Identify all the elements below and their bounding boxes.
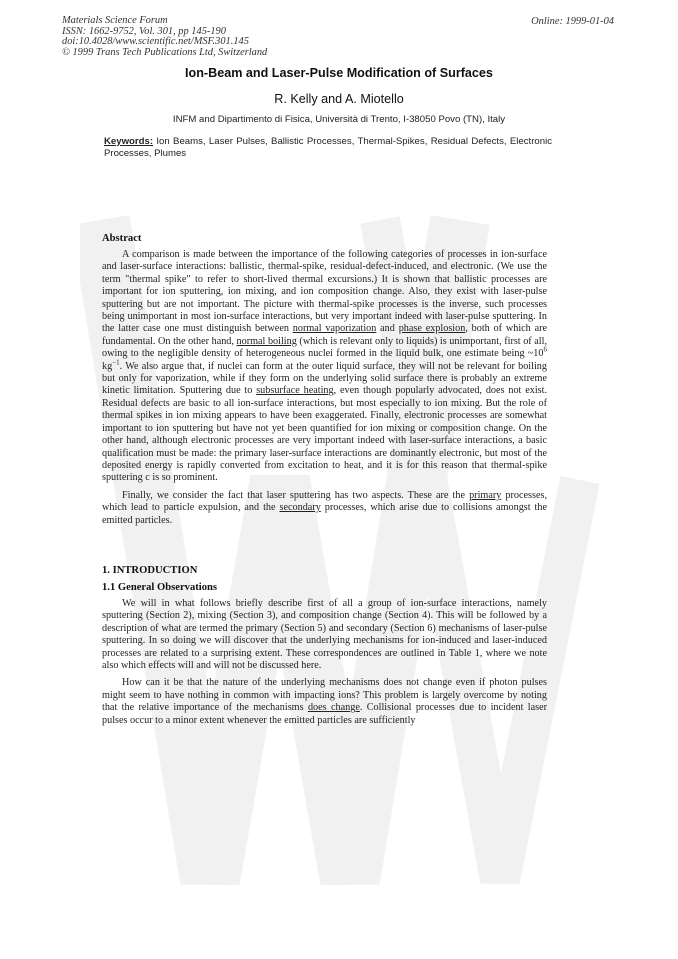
journal-header	[62, 16, 267, 58]
journal-doi[interactable]: doi:10.4028/www.scientific.net/MSF.301.145	[62, 36, 249, 48]
abstract-paragraph: A comparison is made between the importance of the following categories of processes in ion-surface and laser-surface interactions: ballistic, thermal-spike, residual-defect-induced, and electronic. (We use the term "thermal spike" to refer to short-lived thermal excursions.) It is shown that ballistic processes are important for ion sputtering, ion mixing, and ion composition change. Also, they exist with laser-pulse sputtering but are not important. The picture with thermal-spike processes is the inverse, such processes being unimportant in most ion-surface interactions, but very important indeed with laser-pulse sputtering. In the latter case one must distinguish between normal vaporization and phase explosion, both of which are fundamental. On the other hand, normal boiling (which is relevant only to liquids) is unimportant, first of all, owing to the negligible density of heterogeneous nuclei formed in the liquid bulk, one estimate being $\sim 10^6$ $kg^{-1}$. We also argue that, if nuclei can form at the outer liquid surface, they will not be relevant for boiling but only for vaporization, while if they form on the underlying solid surface there is probably an extreme kinetic limitation. Sputtering due to subsurface heating, even though popularly advocated, does not exist. Residual defects are basic to all ion-surface interactions, but most especially to ion mixing. But the role of thermal spikes in ion mixing appears to have been exaggerated. Finally, electronic processes are somewhat important to ion sputtering but have not yet been quantified for ion mixing or composition change. On the other hand, although electronic processes are very important indeed with laser-surface interactions, a basic qualification must be made: the primary laser-surface interactions are dominantly electronic, but most of the deposited energy is rapidly converted from excitation to heat, and it is for this reason that thermal-spike sputtering c is so prominent.	[102, 249, 548, 484]
journal-copyright: © 1999 Trans Tech Publications Ltd, Switzerland	[62, 46, 268, 58]
paper-authors: R. Kelly and A. Miotello	[274, 92, 404, 106]
abstract-heading: Abstract	[102, 233, 142, 244]
journal-name: Materials Science Forum	[62, 15, 168, 26]
journal-issn: ISSN: 1662-9752, Vol. 301, pp 145-190	[62, 25, 226, 37]
keywords-label: Keywords:	[104, 136, 154, 147]
general-observations-heading: 1.1 General Observations	[102, 582, 218, 593]
intro-paragraph: We will in what follows briefly describe first of all a group of ion-surface interactions, namely sputtering (Section 2), mixing (Section 3), and composition change (Section 4). This will be followed by a description of what are termed the primary (Section 5) and secondary (Section 6) mechanisms of laser-pulse sputtering. In so doing we will discover that the underlying mechanisms for ion-induced and laser-induced processes are related to a surprising extent. These correspondences are outlined in Table 1, where we note also which effects will and will not be discussed here.	[102, 598, 547, 672]
online-date: Online: 1999-01-04	[531, 16, 614, 27]
paper-title: Ion-Beam and Laser-Pulse Modification of Surfaces	[185, 66, 493, 80]
abstract-body	[102, 249, 547, 527]
keywords-block	[104, 136, 552, 159]
abstract-paragraph: Finally, we consider the fact that laser sputtering has two aspects. These are the primary processes, which lead to particle expulsion, and the secondary processes, which arise due to collisions amongst the emitted particles.	[102, 489, 548, 526]
paper-affiliation: INFM and Dipartimento di Fisica, Università di Trento, I-38050 Povo (TN), Italy	[172, 114, 506, 125]
introduction-heading: 1. INTRODUCTION	[102, 565, 198, 576]
keywords-list: Ion Beams, Laser Pulses, Ballistic Processes, Thermal-Spikes, Residual Defects, Electronic Processes, Plumes	[104, 136, 553, 159]
intro-paragraph: How can it be that the nature of the underlying mechanisms does not change even if photon pulses might seem to have nothing in common with impacting ions? This problem is largely overcome by noting that the relative importance of the mechanisms does change. Collisional processes due to incident laser pulses occur to a minor extent whenever the emitted particles are sufficiently	[102, 677, 548, 726]
introduction-body	[102, 598, 547, 727]
